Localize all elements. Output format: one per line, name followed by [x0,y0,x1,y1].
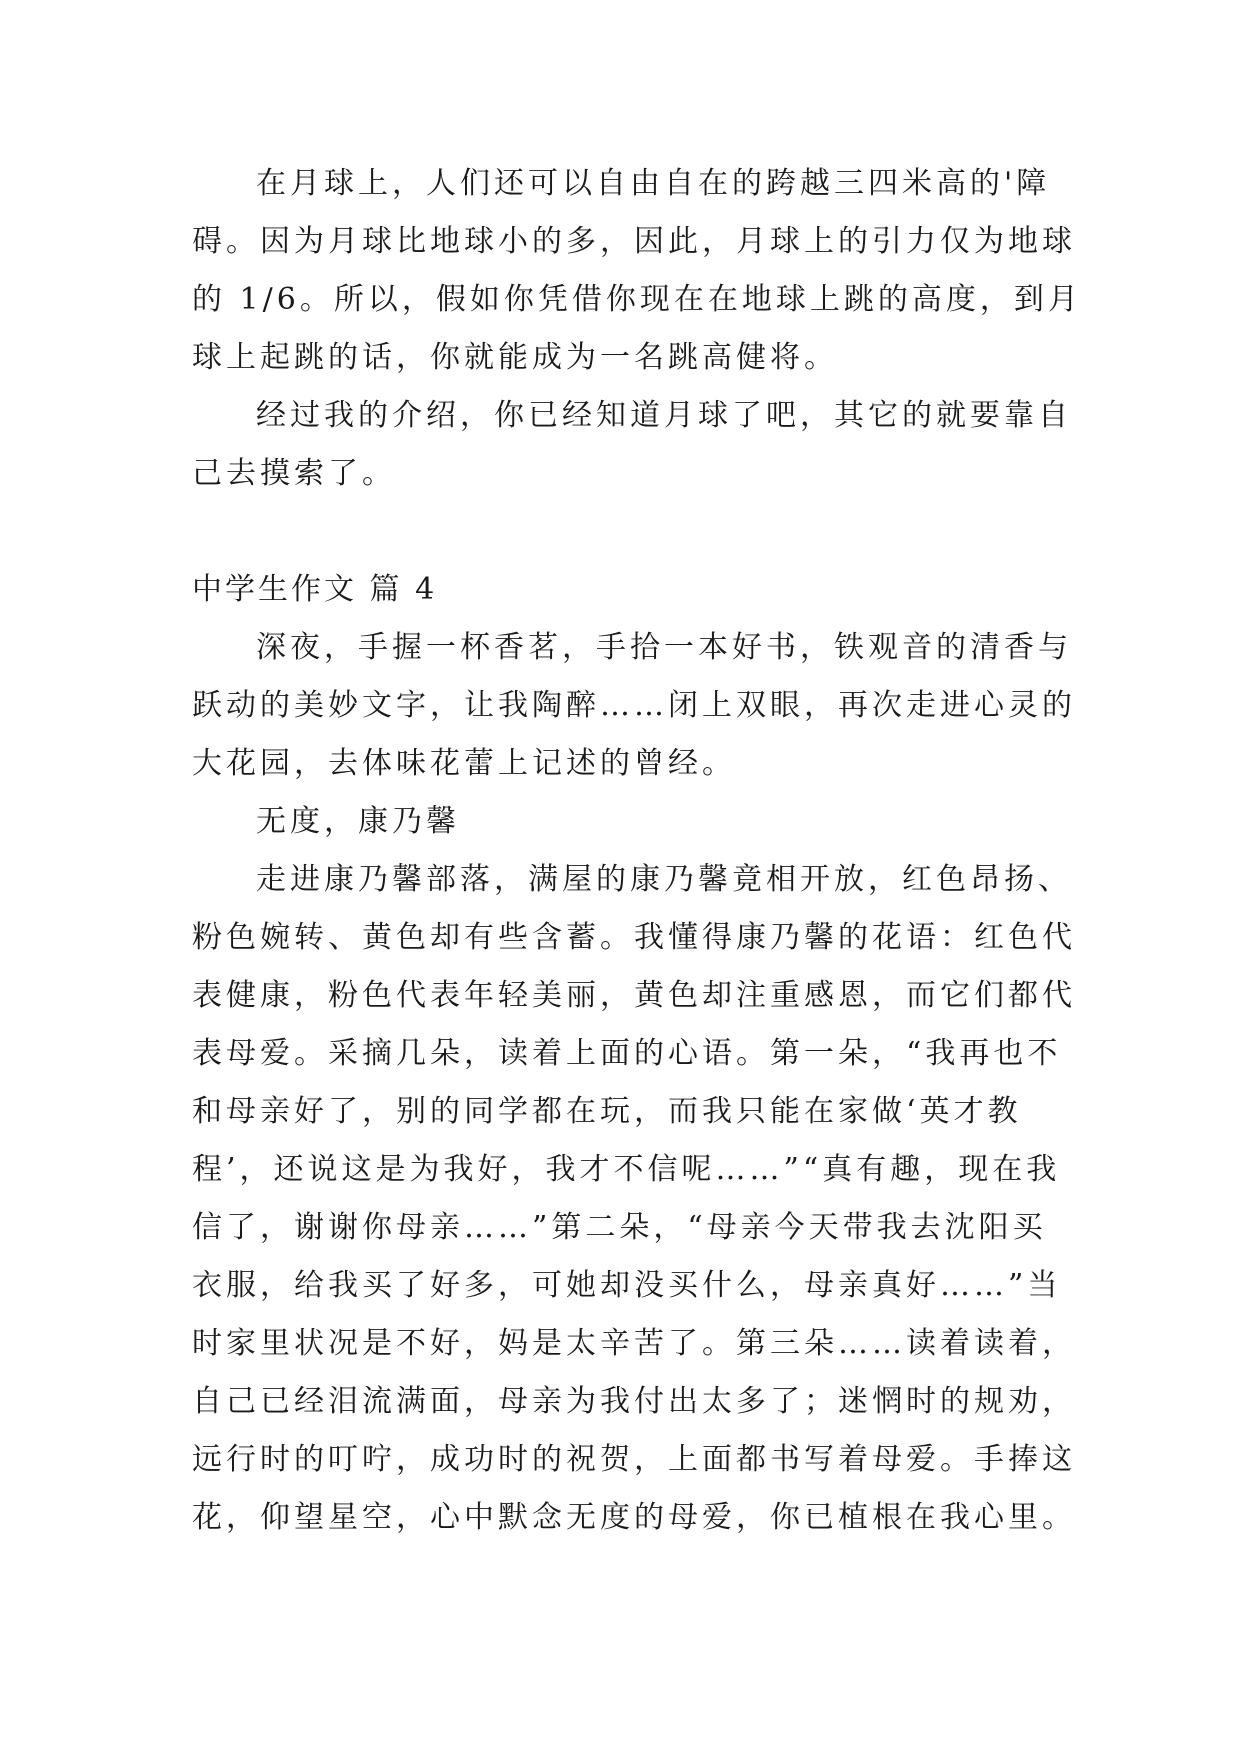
paragraph-4-line-6: 程’，还说这是为我好，我才不信呢……”“真有趣，现在我 [192,1152,1061,1187]
paragraph-2-line-1: 经过我的介绍，你已经知道月球了吧，其它的就要靠自 [256,398,1072,433]
paragraph-4-line-3: 表健康，粉色代表年轻美丽，黄色却注重感恩，而它们都代 [192,978,1076,1013]
section-heading: 中学生作文 篇 4 [192,572,438,607]
subheading: 无度，康乃馨 [256,804,460,839]
paragraph-4-line-10: 自己已经泪流满面，母亲为我付出太多了；迷惘时的规劝， [192,1384,1076,1419]
paragraph-1-line-2: 碍。因为月球比地球小的多，因此，月球上的引力仅为地球 [192,224,1076,259]
paragraph-2-line-2: 己去摸索了。 [192,456,396,491]
paragraph-4-line-8: 衣服，给我买了好多，可她却没买什么，母亲真好……”当 [192,1268,1062,1303]
paragraph-4-line-12: 花，仰望星空，心中默念无度的母爱，你已植根在我心里。 [192,1500,1076,1535]
paragraph-1-line-1: 在月球上，人们还可以自由自在的跨越三四米高的'障 [256,166,1051,201]
paragraph-4-line-7: 信了，谢谢你母亲……”第二朵，“母亲今天带我去沈阳买 [192,1210,1047,1245]
paragraph-1-line-4: 球上起跳的话，你就能成为一名跳高健将。 [192,340,838,375]
paragraph-4-line-2: 粉色婉转、黄色却有些含蓄。我懂得康乃馨的花语：红色代 [192,920,1076,955]
paragraph-4-line-4: 表母爱。采摘几朵，读着上面的心语。第一朵，“我再也不 [192,1036,1062,1071]
paragraph-3-line-3: 大花园，去体味花蕾上记述的曾经。 [192,746,736,781]
paragraph-4-line-1: 走进康乃馨部落，满屋的康乃馨竟相开放，红色昂扬、 [256,862,1072,897]
paragraph-4-line-11: 远行时的叮咛，成功时的祝贺，上面都书写着母爱。手捧这 [192,1442,1076,1477]
paragraph-4-line-5: 和母亲好了，别的同学都在玩，而我只能在家做‘英才教 [192,1094,1022,1129]
paragraph-3-line-2: 跃动的美妙文字，让我陶醉……闭上双眼，再次走进心灵的 [192,688,1076,723]
paragraph-3-line-1: 深夜，手握一杯香茗，手拾一本好书，铁观音的清香与 [256,630,1072,665]
paragraph-1-line-3: 的 1/6。所以，假如你凭借你现在在地球上跳的高度，到月 [192,282,1082,317]
paragraph-4-line-9: 时家里状况是不好，妈是太辛苦了。第三朵……读着读着， [192,1326,1076,1361]
